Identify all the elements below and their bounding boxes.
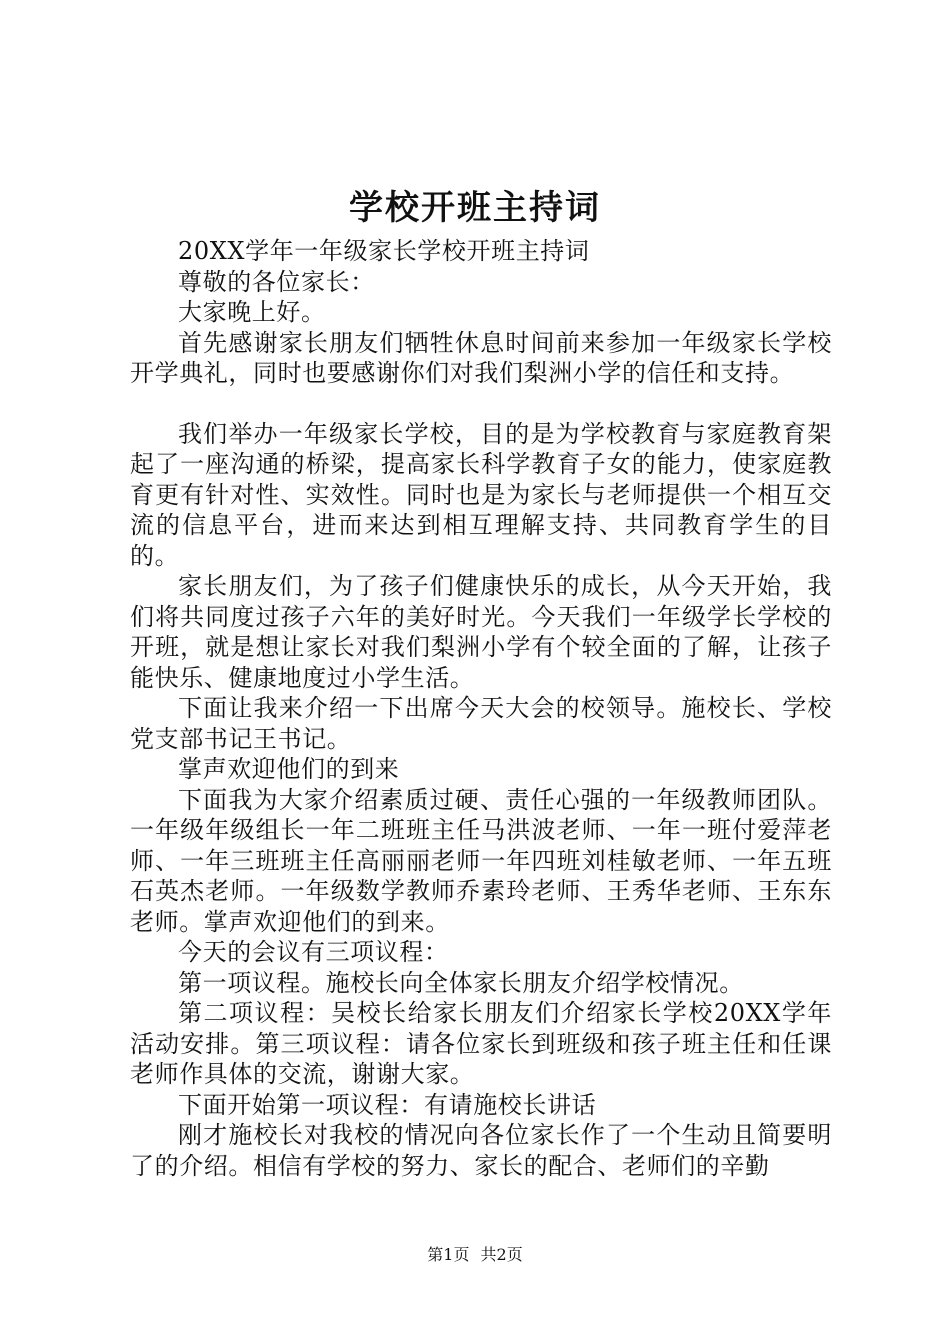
page-number: 第1页 <box>427 1245 470 1264</box>
paragraph-agenda-1: 第一项议程。施校长向全体家长朋友介绍学校情况。 <box>178 968 744 997</box>
paragraph-subtitle: 20XX学年一年级家长学校开班主持词 <box>178 237 590 265</box>
paragraph-teachers: 下面我为大家介绍素质过硬、责任心强的一年级教师团队。一年级年级组长一年二班班主任马洪波老师、一年一班付爱萍老师、一年三班班主任高丽丽老师一年四班刘桂敏老师、一年五班石英杰老师。一年级数学教师乔素玲老师、王秀华老师、王东东老师。掌声欢迎他们的到来。 <box>130 785 832 936</box>
paragraph-thanks: 首先感谢家长朋友们牺牲休息时间前来参加一年级家长学校开学典礼，同时也要感谢你们对我们梨洲小学的信任和支持。 <box>130 328 832 387</box>
page-total: 共2页 <box>480 1245 523 1264</box>
paragraph-leaders: 下面让我来介绍一下出席今天大会的校领导。施校长、学校党支部书记王书记。 <box>130 694 832 753</box>
paragraph-agenda-intro: 今天的会议有三项议程： <box>178 938 449 966</box>
document-body <box>130 236 832 1181</box>
document-title: 学校开班主持词 <box>349 188 601 228</box>
page-footer <box>0 1244 950 1266</box>
paragraph-agenda-2-3: 第二项议程：吴校长给家长朋友们介绍家长学校20XX学年活动安排。第三项议程：请各位家长到班级和孩子班主任和任课老师作具体的交流，谢谢大家。 <box>130 999 832 1088</box>
paragraph-greeting: 大家晚上好。 <box>178 298 326 326</box>
paragraph-applause: 掌声欢迎他们的到来 <box>178 755 400 783</box>
paragraph-closing: 刚才施校长对我校的情况向各位家长作了一个生动且简要明了的介绍。相信有学校的努力、家长的配合、老师们的辛勤 <box>130 1121 832 1180</box>
paragraph-agenda-start: 下面开始第一项议程：有请施校长讲话 <box>178 1090 597 1119</box>
paragraph-parents: 家长朋友们，为了孩子们健康快乐的成长，从今天开始，我们将共同度过孩子六年的美好时光。今天我们一年级学长学校的开班，就是想让家长对我们梨洲小学有个较全面的了解，让孩子能快乐、健康地度过小学生活。 <box>130 572 832 692</box>
paragraph-salutation: 尊敬的各位家长： <box>178 267 375 296</box>
paragraph-purpose: 我们举办一年级家长学校，目的是为学校教育与家庭教育架起了一座沟通的桥梁，提高家长科学教育子女的能力，使家庭教育更有针对性、实效性。同时也是为家长与老师提供一个相互交流的信息平台，进而来达到相互理解支持、共同教育学生的目的。 <box>130 419 832 570</box>
